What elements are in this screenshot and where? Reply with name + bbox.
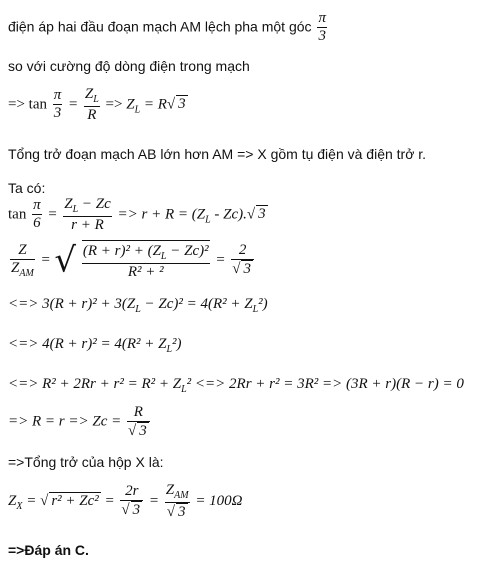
formula-zx: $Z_X$ = √ r² + Zc² = $\frac{2r}{√ 3}$ = $\frac{Z_{AM}}{√ 3}$ = 100Ω xyxy=(8,482,243,520)
line-2-text: so với cường độ dòng điện trong mạch xyxy=(8,58,250,74)
formula-tan-pi-6: tan $\frac{\pi}{6}$ = $\frac{Z_L - Zc}{r + R}$ => $r + R = (Z_L - Zc).√$ 3 xyxy=(8,196,266,233)
formula-line-9: <=> $R^2 + 2Rr + r^2 = R^2 + Z_L^2$ <=> 2Rr + r² = 3R² => (3R + r)(R − r) = 0 xyxy=(8,376,464,395)
big-root: √ $\frac{(R + r)^2 + (Z_L - Zc)^2}{\text{R² + ²}}$ xyxy=(54,240,209,281)
text-line-4 xyxy=(8,146,426,162)
formula-tan-pi-3: => tan $\frac{\pi}{3}$ = $\frac{Z_L}{R}$ => $Z_L = R√$ 3 xyxy=(8,86,186,123)
pi-over-3-fraction: $\frac{\pi}{3}$ xyxy=(318,10,326,45)
line-5-text: Ta có: xyxy=(8,180,46,196)
answer-text: =>Đáp án C. xyxy=(8,542,89,558)
line-4-text: Tổng trở đoạn mạch AB lớn hơn AM => X gồm tụ điện và điện trở r. xyxy=(8,146,427,162)
frac-zl-r: $\frac{Z_L}{R}$ xyxy=(84,86,99,123)
text-line-1 xyxy=(8,10,329,46)
frac-pi-3: $\frac{\pi}{3}$ xyxy=(53,87,62,122)
line-1-text: điện áp hai đầu đoạn mạch AM lệch pha một góc xyxy=(8,18,312,35)
answer-line xyxy=(8,542,89,558)
formula-z-ratio: $\frac{Z}{Z_{AM}}$ = √ $\frac{(R + r)^2 + (Z_L - Zc)^2}{\text{R² + ²}}$ = $\frac{2}{√ 3}$ xyxy=(8,240,256,281)
text-line-2 xyxy=(8,58,250,74)
formula-line-10: => R = r => Zc = $\frac{R}{√ 3}$ xyxy=(8,404,152,441)
formula-line-8: <=> $4(R + r)^2 = 4(R^2 + Z_L^2)$ xyxy=(8,336,182,355)
line-11-text: =>Tổng trở của hộp X là: xyxy=(8,454,164,470)
text-line-5 xyxy=(8,180,45,196)
text-line-11 xyxy=(8,454,164,470)
formula-line-7: <=> $3(R + r)^2 + 3(Z_L - Zc)^2 = 4(R^2 + Z_L^2)$ xyxy=(8,296,268,315)
